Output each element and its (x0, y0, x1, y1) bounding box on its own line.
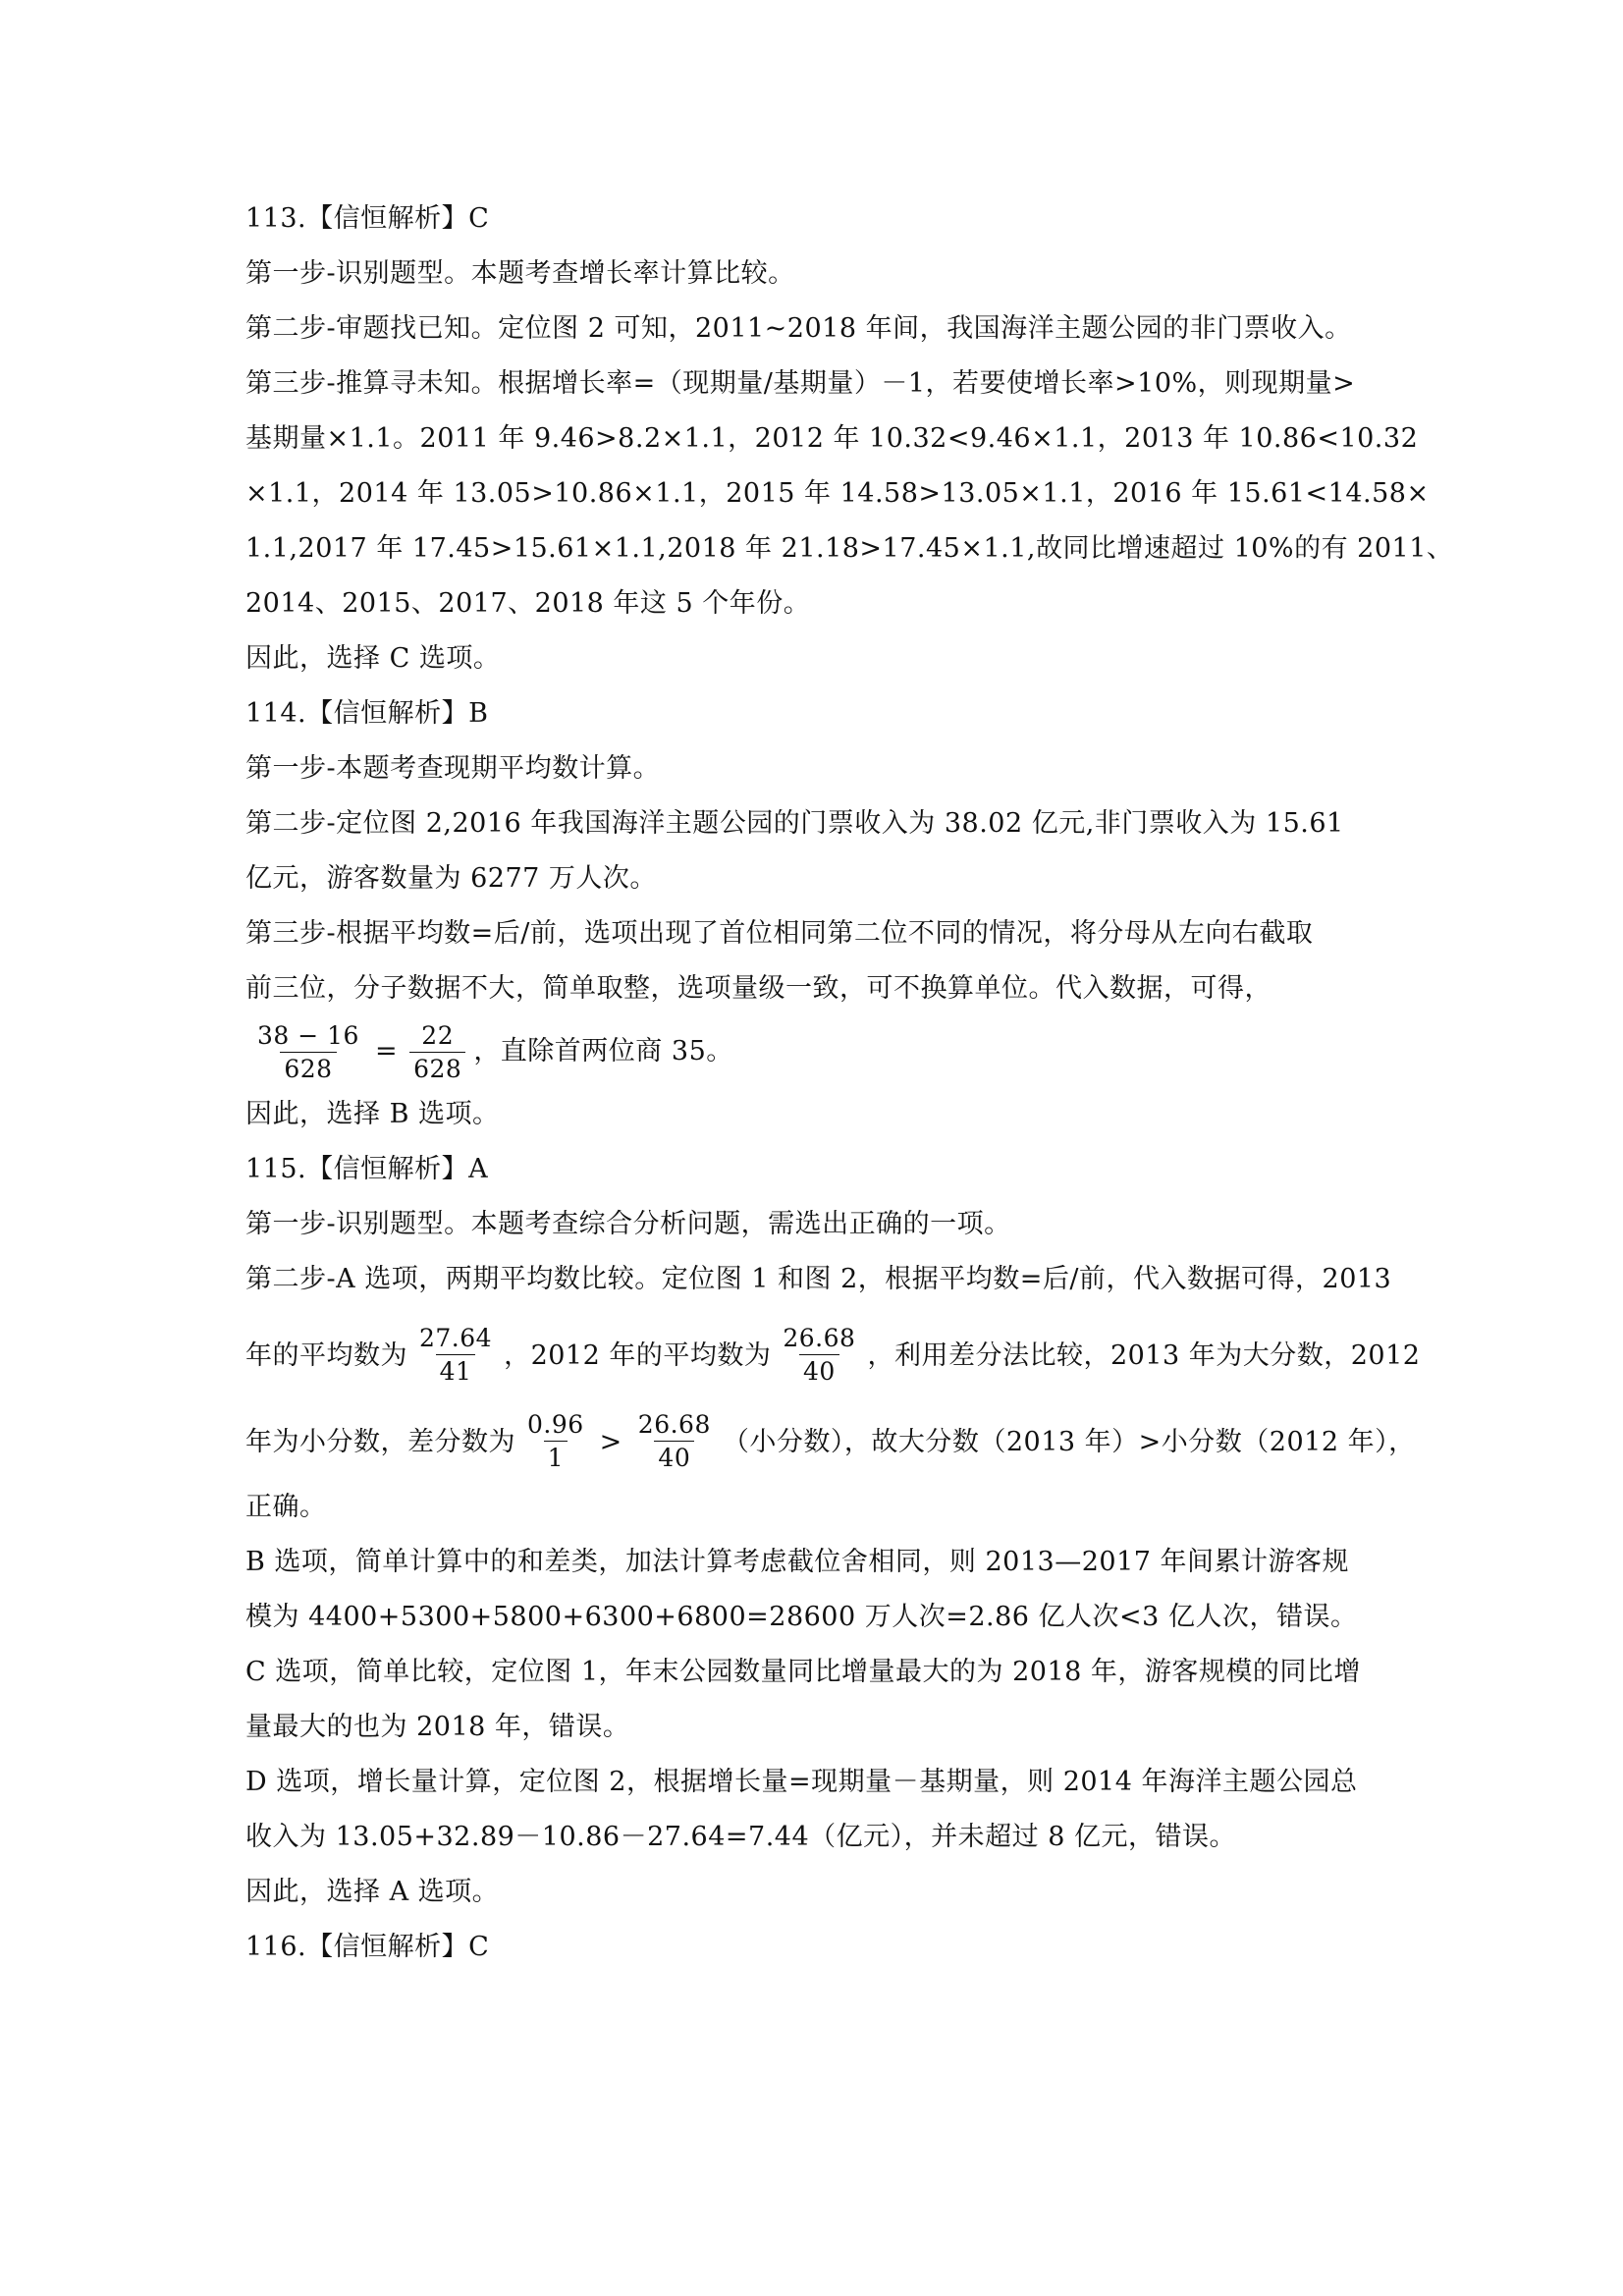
equation-text: ，2012 年的平均数为 (504, 1340, 772, 1371)
fraction (634, 1412, 715, 1470)
fraction (779, 1326, 859, 1384)
paragraph-line: B 选项，简单计算中的和差类，加法计算考虑截位舍相同，则 2013—2017 年间累计游客规 (245, 1547, 1350, 1577)
question-heading: 113.【信恒解析】C (245, 203, 490, 234)
paragraph-line: 模为 4400+5300+5800+6300+6800=28600 万人次=2.86 亿人次<3 亿人次，错误。 (245, 1602, 1358, 1632)
paragraph-line: 第三步-推算寻未知。根据增长率=（现期量/基期量）－1，若要使增长率>10%，则现期量> (245, 368, 1356, 399)
paragraph-line: 量最大的也为 2018 年，错误。 (245, 1712, 630, 1742)
fraction-numerator: 0.96 (527, 1410, 584, 1439)
fraction (409, 1020, 465, 1083)
paragraph-line: 第一步-识别题型。本题考查综合分析问题，需选出正确的一项。 (245, 1209, 1011, 1239)
fraction-denominator: 628 (280, 1052, 336, 1081)
paragraph-line: 亿元，游客数量为 6277 万人次。 (245, 863, 657, 894)
paragraph-line: 第一步-识别题型。本题考查增长率计算比较。 (245, 258, 795, 289)
paragraph-line: 第三步-根据平均数=后/前，选项出现了首位相同第二位不同的情况，将分母从左向右截取 (245, 918, 1314, 949)
paragraph-line: 第二步-定位图 2,2016 年我国海洋主题公园的门票收入为 38.02 亿元,非门票收入为 15.61 (245, 808, 1344, 839)
fraction-numerator: 27.64 (419, 1324, 493, 1352)
fraction-denominator: 41 (436, 1354, 476, 1384)
answer-explanations (245, 191, 1454, 1975)
paragraph-line: 收入为 13.05+32.89－10.86－27.64=7.44（亿元），并未超过 8 亿元，错误。 (245, 1822, 1236, 1852)
paragraph-line: 因此，选择 B 选项。 (245, 1099, 500, 1129)
paragraph-line: 前三位，分子数据不大，简单取整，选项量级一致，可不换算单位。代入数据，可得， (245, 973, 1271, 1004)
fraction-numerator: 26.68 (783, 1324, 856, 1352)
fraction-denominator: 40 (654, 1441, 694, 1470)
equation-text: 年的平均数为 (245, 1340, 407, 1371)
greater-than-sign: > (599, 1427, 622, 1457)
equation-line (245, 1307, 1421, 1394)
paragraph-line: 正确。 (245, 1492, 327, 1522)
paragraph-line: 1.1,2017 年 17.45>15.61×1.1,2018 年 21.18>17.45×1.1,故同比增速超过 10%的有 2011、 (245, 533, 1454, 564)
fraction (253, 1020, 363, 1083)
paragraph-line: 因此，选择 C 选项。 (245, 643, 501, 674)
paragraph-line: C 选项，简单比较，定位图 1，年末公园数量同比增量最大的为 2018 年，游客规模的同比增 (245, 1657, 1361, 1687)
fraction-numerator: 26.68 (637, 1410, 711, 1439)
paragraph-line: 第二步-审题找已知。定位图 2 可知，2011~2018 年间，我国海洋主题公园的非门票收入。 (245, 313, 1352, 344)
equation-text: 年为小分数，差分数为 (245, 1427, 515, 1457)
fraction-denominator: 40 (799, 1354, 839, 1384)
question-heading: 114.【信恒解析】B (245, 698, 489, 729)
paragraph-line: 2014、2015、2017、2018 年这 5 个年份。 (245, 588, 811, 619)
equation-text: ，利用差分法比较，2013 年为大分数，2012 (867, 1340, 1421, 1371)
question-heading: 115.【信恒解析】A (245, 1154, 489, 1184)
fraction-numerator: 38 − 16 (257, 1020, 359, 1050)
fraction-denominator: 628 (409, 1052, 465, 1081)
equation-text: （小分数），故大分数（2013 年）>小分数（2012 年）， (722, 1427, 1416, 1457)
fraction-numerator: 22 (421, 1020, 455, 1050)
fraction (415, 1326, 496, 1384)
paragraph-line: 基期量×1.1。2011 年 9.46>8.2×1.1，2012 年 10.32<9.46×1.1，2013 年 10.86<10.32 (245, 423, 1419, 454)
fraction (523, 1412, 588, 1470)
paragraph-line: D 选项，增长量计算，定位图 2，根据增长量=现期量－基期量，则 2014 年海洋主题公园总 (245, 1767, 1358, 1797)
paragraph-line: 因此，选择 A 选项。 (245, 1877, 500, 1907)
paragraph-line: ×1.1，2014 年 13.05>10.86×1.1，2015 年 14.58>13.05×1.1，2016 年 15.61<14.58× (245, 478, 1430, 509)
paragraph-line: 第一步-本题考查现期平均数计算。 (245, 753, 661, 784)
equation-line (245, 1016, 1394, 1087)
paragraph-line: 第二步-A 选项，两期平均数比较。定位图 1 和图 2，根据平均数=后/前，代入数据可得，2013 (245, 1264, 1392, 1294)
question-heading: 116.【信恒解析】C (245, 1932, 490, 1962)
equals-sign: = (374, 1036, 399, 1066)
equation-text: ，直除首两位商 35。 (473, 1036, 733, 1066)
fraction-denominator: 1 (544, 1441, 568, 1470)
equation-line (245, 1394, 1416, 1480)
